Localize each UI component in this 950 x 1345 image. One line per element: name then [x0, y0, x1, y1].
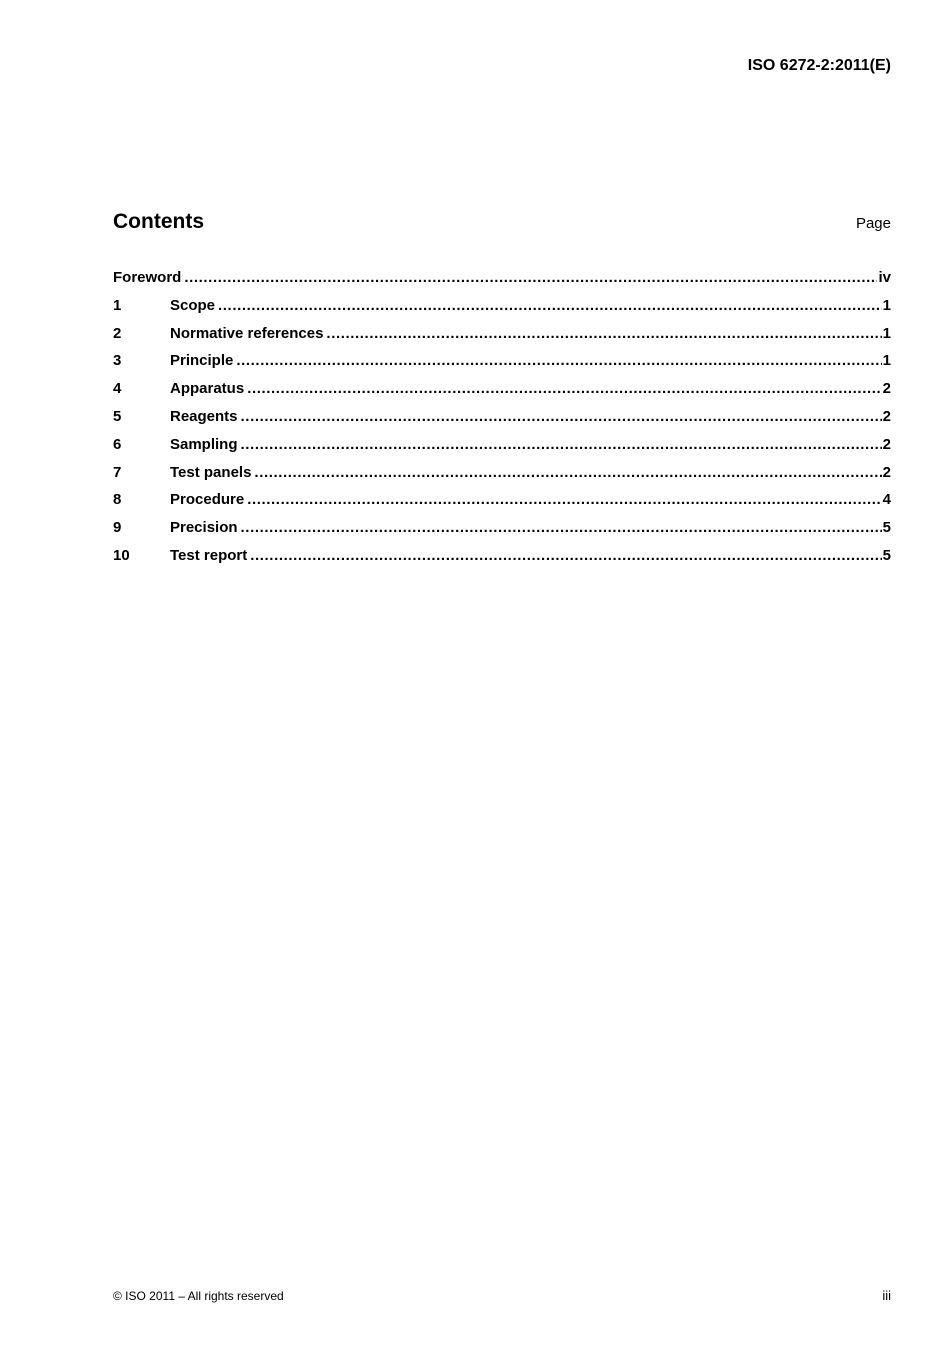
- toc-entry-title: Sampling: [170, 435, 238, 453]
- toc-dot-leader: [241, 435, 882, 455]
- toc-entry-page: 2: [882, 407, 891, 425]
- toc-entry-number: 7: [113, 463, 122, 481]
- footer-copyright: © ISO 2011 – All rights reserved: [113, 1289, 284, 1303]
- toc-entry-number: 9: [113, 519, 122, 537]
- toc-entry-number: 6: [113, 435, 122, 453]
- toc-entry-precision[interactable]: [113, 518, 891, 546]
- toc-entry-title: Apparatus: [170, 380, 245, 398]
- toc-entry-title: Precision: [170, 519, 238, 537]
- toc-entry-apparatus[interactable]: [113, 379, 891, 407]
- toc-entry-page: 2: [882, 463, 891, 481]
- toc-entry-sampling[interactable]: [113, 435, 891, 463]
- toc-entry-test-panels[interactable]: [113, 463, 891, 491]
- toc-dot-leader: [241, 407, 882, 427]
- document-id: ISO 6272-2:2011(E): [747, 57, 891, 74]
- toc-entry-page: 4: [882, 491, 891, 509]
- toc-entry-principle[interactable]: [113, 351, 891, 379]
- toc-dot-leader: [241, 518, 882, 538]
- toc-entry-title: Test panels: [170, 463, 252, 481]
- toc-entry-page: 1: [882, 352, 891, 370]
- toc-entry-number: 8: [113, 491, 122, 509]
- toc-entry-page: 5: [882, 519, 891, 537]
- toc-entry-scope[interactable]: [113, 296, 891, 324]
- toc-entry-title: Reagents: [170, 407, 238, 425]
- toc-dot-leader: [218, 296, 882, 316]
- toc-entry-page: 2: [882, 435, 891, 453]
- table-of-contents: [113, 268, 891, 574]
- toc-entry-number: 5: [113, 407, 122, 425]
- toc-dot-leader: [326, 324, 881, 344]
- toc-entry-page: 1: [882, 296, 891, 314]
- toc-entry-foreword[interactable]: [113, 268, 891, 296]
- toc-entry-number: 1: [113, 296, 122, 314]
- toc-entry-page: iv: [878, 269, 891, 286]
- toc-entry-procedure[interactable]: [113, 490, 891, 518]
- toc-entry-title: Scope: [170, 296, 216, 314]
- toc-dot-leader: [254, 463, 881, 483]
- toc-entry-page: 2: [882, 380, 891, 398]
- toc-dot-leader: [247, 379, 881, 399]
- toc-entry-title: Normative references: [170, 324, 324, 342]
- toc-entry-page: 1: [882, 324, 891, 342]
- toc-entry-test-report[interactable]: [113, 546, 891, 574]
- contents-header: [113, 208, 891, 238]
- toc-entry-normative-references[interactable]: [113, 324, 891, 352]
- footer-page-number: iii: [882, 1288, 891, 1303]
- toc-entry-number: 3: [113, 352, 122, 370]
- toc-entry-title: Principle: [170, 352, 234, 370]
- toc-dot-leader: [184, 268, 877, 288]
- toc-entry-number: 4: [113, 380, 122, 398]
- toc-entry-number: 10: [113, 546, 130, 564]
- toc-entry-title: Procedure: [170, 491, 245, 509]
- contents-title: Contents: [113, 210, 204, 233]
- toc-dot-leader: [250, 546, 881, 566]
- toc-entry-page: 5: [882, 546, 891, 564]
- toc-entry-number: 2: [113, 324, 122, 342]
- page-column-label: Page: [855, 215, 891, 232]
- toc-entry-reagents[interactable]: [113, 407, 891, 435]
- toc-entry-title: Foreword: [113, 269, 182, 286]
- toc-dot-leader: [247, 490, 881, 510]
- toc-dot-leader: [236, 351, 881, 371]
- toc-entry-title: Test report: [170, 546, 248, 564]
